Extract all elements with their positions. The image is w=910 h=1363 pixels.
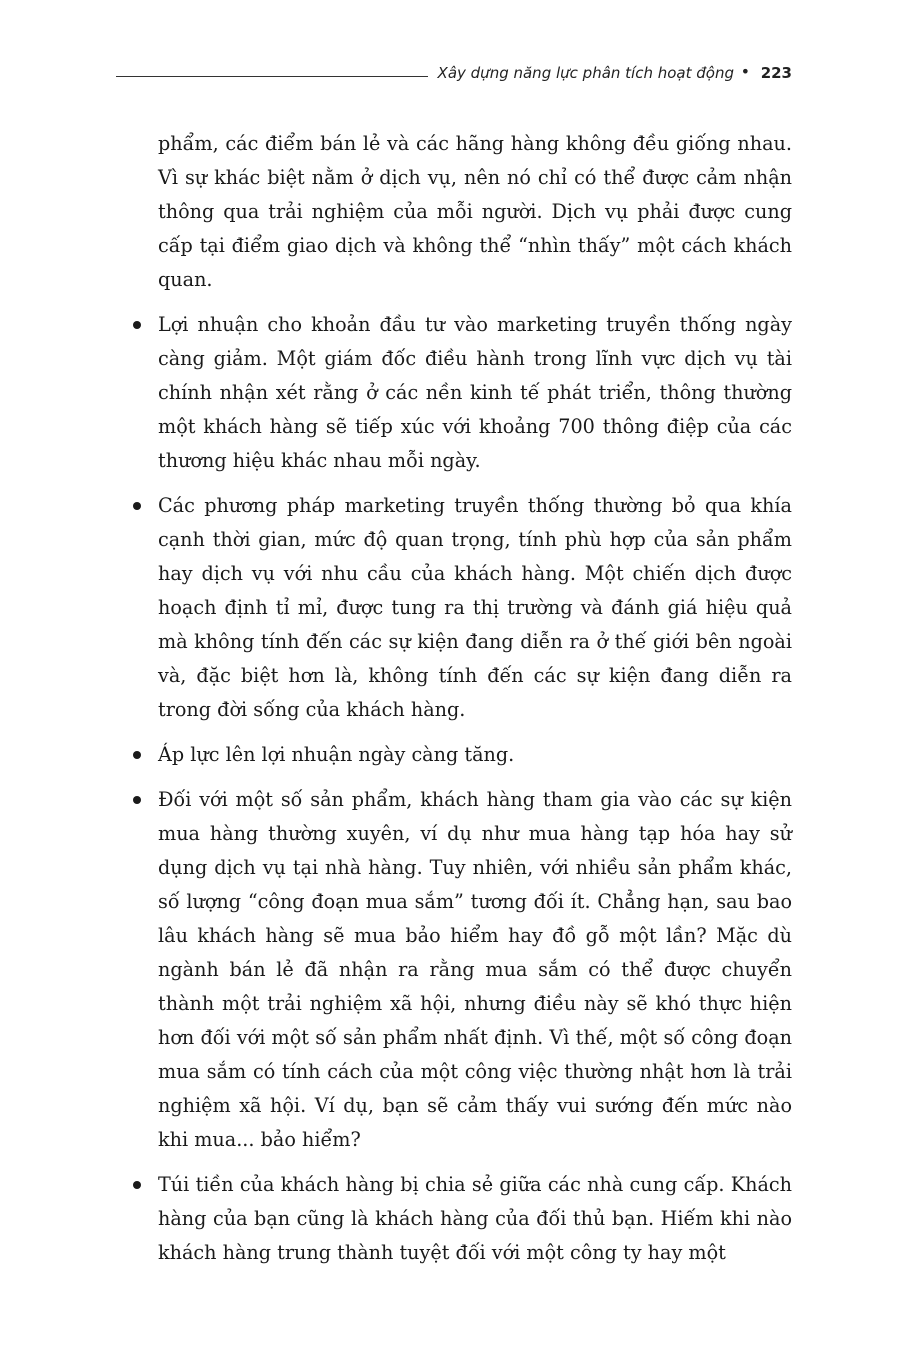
header-separator: • [740, 62, 750, 81]
bullet-item [158, 1168, 792, 1270]
page-number: 223 [760, 64, 792, 82]
bullet-text: Túi tiền của khách hàng bị chia sẻ giữa các nhà cung cấp. Khách hàng của bạn cũng là khách hàng của đối thủ bạn. Hiếm khi nào khách hàng trung thành tuyệt đối với một công ty hay một [158, 1173, 792, 1264]
bullet-item [158, 489, 792, 727]
bullet-list [158, 308, 792, 1270]
bullet-dot-icon [133, 502, 141, 510]
bullet-item [158, 738, 792, 772]
bullet-dot-icon [133, 1181, 141, 1189]
running-header [116, 62, 792, 88]
header-rule [116, 76, 428, 77]
bullet-dot-icon [133, 321, 141, 329]
bullet-dot-icon [133, 751, 141, 759]
bullet-text: Áp lực lên lợi nhuận ngày càng tăng. [158, 743, 515, 766]
chapter-title: Xây dựng năng lực phân tích hoạt động [437, 64, 734, 82]
bullet-item [158, 308, 792, 478]
bullet-text: Các phương pháp marketing truyền thống thường bỏ qua khía cạnh thời gian, mức độ quan trọng, tính phù hợp của sản phẩm hay dịch vụ với nhu cầu của khách hàng. Một chiến dịch được hoạch định tỉ mỉ, được tung ra thị trường và đánh giá hiệu quả mà không tính đến các sự kiện đang diễn ra ở thế giới bên ngoài và, đặc biệt hơn là, không tính đến các sự kiện đang diễn ra trong đời sống của khách hàng. [158, 494, 792, 721]
bullet-dot-icon [133, 796, 141, 804]
page-body [158, 127, 792, 1270]
bullet-item [158, 783, 792, 1157]
bullet-text: Đối với một số sản phẩm, khách hàng tham gia vào các sự kiện mua hàng thường xuyên, ví dụ như mua hàng tạp hóa hay sử dụng dịch vụ tại nhà hàng. Tuy nhiên, với nhiều sản phẩm khác, số lượng “công đoạn mua sắm” tương đối ít. Chẳng hạn, sau bao lâu khách hàng sẽ mua bảo hiểm hay đồ gỗ một lần? Mặc dù ngành bán lẻ đã nhận ra rằng mua sắm có thể được chuyển thành một trải nghiệm xã hội, nhưng điều này sẽ khó thực hiện hơn đối với một số sản phẩm nhất định. Vì thế, một số công đoạn mua sắm có tính cách của một công việc thường nhật hơn là trải nghiệm xã hội. Ví dụ, bạn sẽ cảm thấy vui sướng đến mức nào khi mua... bảo hiểm? [158, 788, 792, 1151]
bullet-text: Lợi nhuận cho khoản đầu tư vào marketing truyền thống ngày càng giảm. Một giám đốc điều hành trong lĩnh vực dịch vụ tài chính nhận xét rằng ở các nền kinh tế phát triển, thông thường một khách hàng sẽ tiếp xúc với khoảng 700 thông điệp của các thương hiệu khác nhau mỗi ngày. [158, 313, 792, 472]
intro-paragraph: phẩm, các điểm bán lẻ và các hãng hàng không đều giống nhau. Vì sự khác biệt nằm ở dịch vụ, nên nó chỉ có thể được cảm nhận thông qua trải nghiệm của mỗi người. Dịch vụ phải được cung cấp tại điểm giao dịch và không thể “nhìn thấy” một cách khách quan. [158, 132, 792, 291]
